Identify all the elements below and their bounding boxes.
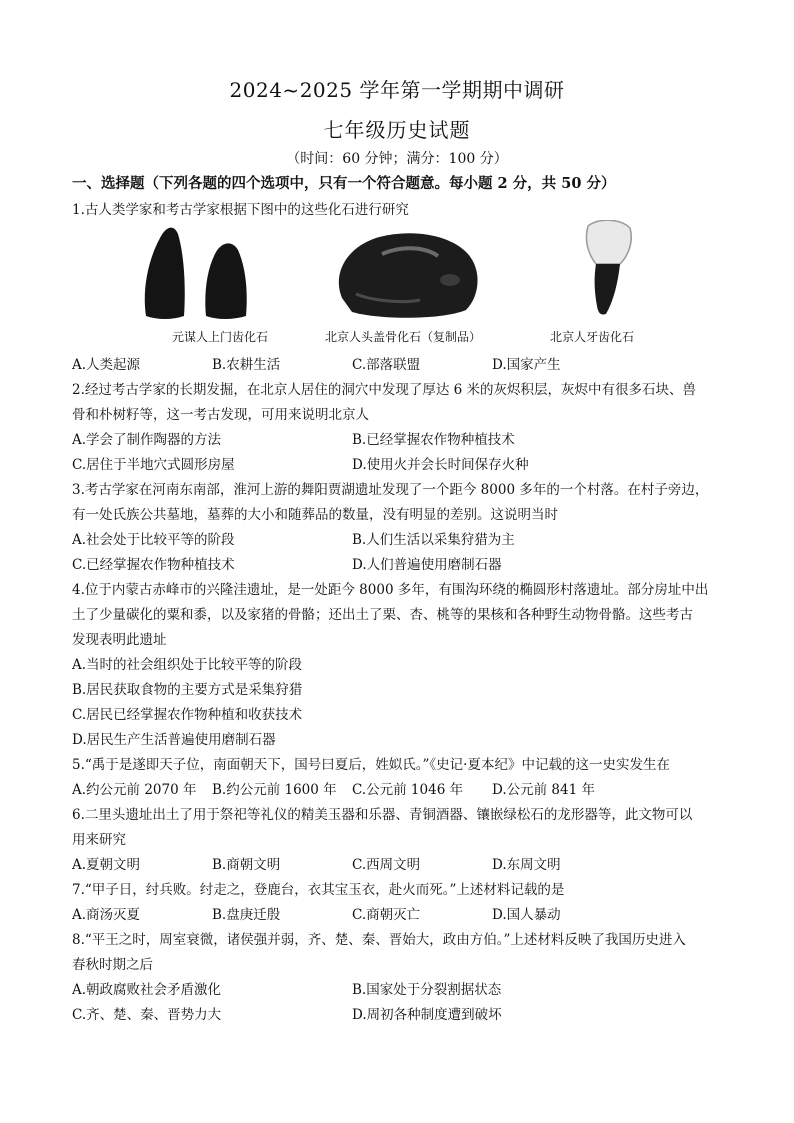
q5-option-a[interactable]: A.约公元前 2070 年 [72,782,197,798]
q6-stem-line-2: 用来研究 [72,832,126,848]
q8-option-c[interactable]: C.齐、楚、秦、晋势力大 [72,1007,222,1023]
q4-stem-line-3: 发现表明此遗址 [72,632,167,648]
q4-option-d[interactable]: D.居民生产生活普遍使用磨制石器 [72,732,276,748]
q7-option-c[interactable]: C.商朝灭亡 [352,907,421,923]
q8-stem-line-1: 8.“平王之时，周室衰微，诸侯强并弱，齐、楚、秦、晋始大，政由方伯。”上述材料反映了我国历史进入 [72,932,686,948]
q2-option-d[interactable]: D.使用火并会长时间保存火种 [352,457,529,473]
exam-meta: （时间：60 分钟；满分：100 分） [286,151,508,167]
peking-man-skull-image [339,233,478,318]
q6-option-b[interactable]: B.商朝文明 [212,857,281,873]
q7-option-d[interactable]: D.国人暴动 [492,907,561,923]
q7-option-a[interactable]: A.商汤灭夏 [72,907,141,923]
q3-stem-line-2: 有一处氏族公共墓地，墓葬的大小和随葬品的数量，没有明显的差别。这说明当时 [72,507,558,523]
q3-option-d[interactable]: D.人们普遍使用磨制石器 [352,557,502,573]
q4-option-a[interactable]: A.当时的社会组织处于比较平等的阶段 [72,657,303,673]
q4-option-b[interactable]: B.居民获取食物的主要方式是采集狩猎 [72,682,303,698]
q2-stem-line-2: 骨和朴树籽等，这一考古发现，可用来说明北京人 [72,407,369,423]
q2-option-c[interactable]: C.居住于半地穴式圆形房屋 [72,457,235,473]
q4-stem-line-2: 土了少量碳化的粟和黍，以及家猪的骨骼；还出土了栗、杏、桃等的果核和各种野生动物骨骼。这些考古 [72,607,693,623]
q7-stem: 7.“甲子日，纣兵败。纣走之，登鹿台，衣其宝玉衣，赴火而死。”上述材料记载的是 [72,882,565,898]
q8-stem-line-2: 春秋时期之后 [72,957,153,973]
q4-option-c[interactable]: C.居民已经掌握农作物种植和收获技术 [72,707,303,723]
q3-option-a[interactable]: A.社会处于比较平等的阶段 [72,532,235,548]
q3-option-c[interactable]: C.已经掌握农作物种植技术 [72,557,235,573]
q8-option-a[interactable]: A.朝政腐败社会矛盾激化 [72,982,222,998]
q1-option-c[interactable]: C.部落联盟 [352,357,421,373]
exam-subtitle: 七年级历史试题 [323,118,471,142]
q1-option-d[interactable]: D.国家产生 [492,357,561,373]
yuanmou-incisor-fossil-image [145,228,247,319]
q3-option-b[interactable]: B.人们生活以采集狩猎为主 [352,532,515,548]
q8-option-b[interactable]: B.国家处于分裂割据状态 [352,982,502,998]
q2-stem-line-1: 2.经过考古学家的长期发掘，在北京人居住的洞穴中发现了厚达 6 米的灰烬积层，灰烬中有很多石块、兽 [72,382,697,398]
q8-option-d[interactable]: D.周初各种制度遭到破坏 [352,1007,502,1023]
q1-option-a[interactable]: A.人类起源 [72,357,141,373]
q6-option-c[interactable]: C.西周文明 [352,857,421,873]
q1-option-b[interactable]: B.农耕生活 [212,357,281,373]
q7-option-b[interactable]: B.盘庚迁殷 [212,907,281,923]
q6-option-d[interactable]: D.东周文明 [492,857,561,873]
q2-option-a[interactable]: A.学会了制作陶器的方法 [72,432,222,448]
q5-option-b[interactable]: B.约公元前 1600 年 [212,782,337,798]
q5-option-c[interactable]: C.公元前 1046 年 [352,782,464,798]
q5-option-d[interactable]: D.公元前 841 年 [492,782,595,798]
section-title: 一、选择题（下列各题的四个选项中，只有一个符合题意。每小题 2 分，共 50 分） [72,175,616,192]
peking-man-tooth-image [586,220,631,314]
q3-stem-line-1: 3.考古学家在河南东南部，淮河上游的舞阳贾湖遗址发现了一个距今 8000 多年的一个村落。在村子旁边， [72,482,709,498]
fossil-figures [120,220,680,328]
caption-peking-skull: 北京人头盖骨化石（复制品） [325,330,482,344]
q6-stem-line-1: 6.二里头遗址出土了用于祭祀等礼仪的精美玉器和乐器、青铜酒器、镶嵌绿松石的龙形器等，此文物可以 [72,807,693,823]
q1-stem: 1.古人类学家和考古学家根据下图中的这些化石进行研究 [72,202,409,218]
q5-stem: 5.“禹于是遂即天子位，南面朝天下，国号曰夏后，姓姒氏。”《史记·夏本纪》中记载的这一史实发生在 [72,757,670,773]
q6-option-a[interactable]: A.夏朝文明 [72,857,141,873]
caption-peking-tooth: 北京人牙齿化石 [550,330,635,344]
q2-option-b[interactable]: B.已经掌握农作物种植技术 [352,432,515,448]
exam-title: 2024~2025 学年第一学期期中调研 [229,78,565,102]
caption-yuanmou-incisor: 元谋人上门齿化石 [172,330,269,344]
q4-stem-line-1: 4.位于内蒙古赤峰市的兴隆洼遗址，是一处距今 8000 多年，有围沟环绕的椭圆形村落遗址。部分房址中出 [72,582,709,598]
